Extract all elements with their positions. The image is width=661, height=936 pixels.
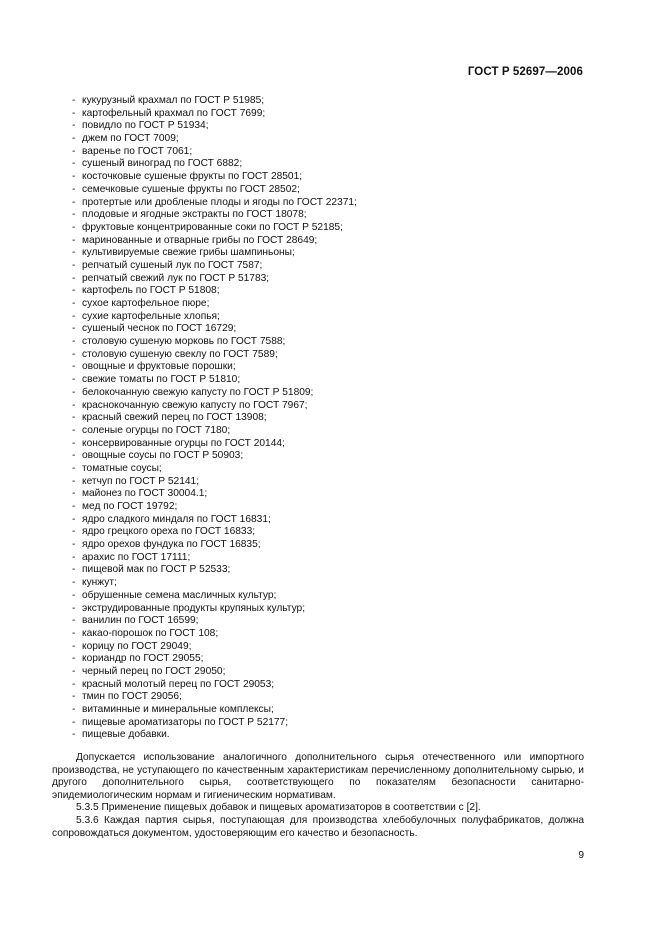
list-item-text: красный молотый перец по ГОСТ 29053;	[82, 678, 275, 690]
list-dash: -	[72, 158, 76, 170]
list-dash: -	[72, 526, 76, 538]
list-item	[72, 285, 357, 298]
list-item-text: пищевые добавки.	[82, 729, 170, 741]
list-item-text: репчатый сушеный лук по ГОСТ 7587;	[82, 259, 263, 271]
list-dash: -	[72, 615, 76, 627]
list-item-text: тмин по ГОСТ 29056;	[82, 691, 182, 703]
list-item	[72, 184, 357, 197]
list-dash: -	[72, 462, 76, 474]
list-dash: -	[72, 247, 76, 259]
list-item-text: протертые или дробленые плоды и ягоды по ГОСТ 22371;	[82, 196, 357, 208]
list-dash: -	[72, 691, 76, 703]
list-item-text: варенье по ГОСТ 7061;	[82, 145, 193, 157]
list-dash: -	[72, 716, 76, 728]
list-item	[72, 247, 357, 260]
list-item	[72, 95, 357, 108]
list-dash: -	[72, 221, 76, 233]
list-dash: -	[72, 501, 76, 512]
list-item-text: сухое картофельное пюре;	[82, 298, 210, 309]
list-item-text: культивируемые свежие грибы шампиньоны;	[82, 247, 295, 259]
list-item-text: ядро сладкого миндаля по ГОСТ 16831;	[82, 513, 271, 525]
list-item	[72, 615, 357, 628]
list-item-text: картофельный крахмал по ГОСТ 7699;	[82, 107, 266, 119]
list-dash: -	[72, 653, 76, 665]
list-item-text: сушеный чеснок по ГОСТ 16729;	[82, 323, 237, 335]
list-dash: -	[72, 450, 76, 462]
list-item	[72, 298, 357, 311]
list-item-text: арахис по ГОСТ 17111;	[82, 551, 191, 563]
list-item-text: консервированные огурцы по ГОСТ 20144;	[82, 437, 285, 449]
list-dash: -	[72, 171, 76, 183]
ingredient-list	[72, 95, 357, 742]
list-item	[72, 729, 357, 742]
list-dash: -	[72, 551, 76, 563]
list-item-text: кунжут;	[82, 577, 117, 589]
list-item-text: белокочанную свежую капусту по ГОСТ Р 51809;	[82, 386, 314, 398]
list-item-text: свежие томаты по ГОСТ Р 51810;	[82, 374, 241, 386]
list-dash: -	[72, 196, 76, 208]
list-dash: -	[72, 424, 76, 436]
list-item	[72, 158, 357, 171]
list-dash: -	[72, 183, 76, 195]
list-dash: -	[72, 678, 76, 690]
body-text	[52, 752, 584, 840]
list-dash: -	[72, 488, 76, 500]
list-item-text: экструдированные продукты крупяных культур;	[82, 602, 306, 614]
list-dash: -	[72, 209, 76, 221]
list-item-text: пищевые ароматизаторы по ГОСТ Р 52177;	[82, 716, 289, 728]
list-dash: -	[72, 145, 76, 157]
list-item-text: ядро орехов фундука по ГОСТ 16835;	[82, 539, 261, 551]
list-dash: -	[72, 602, 76, 614]
list-dash: -	[72, 298, 76, 309]
list-item-text: репчатый свежий лук по ГОСТ Р 51783;	[82, 272, 270, 284]
list-item-text: майонез по ГОСТ 30004.1;	[82, 488, 208, 500]
list-item	[72, 361, 357, 374]
list-item-text: семечковые сушеные фрукты по ГОСТ 28502;	[82, 183, 300, 195]
list-dash: -	[72, 133, 76, 145]
list-dash: -	[72, 437, 76, 449]
list-dash: -	[72, 120, 76, 132]
paragraph-5-3-5: 5.3.5 Применение пищевых добавок и пищевых ароматизаторов в соответствии с [2].	[76, 802, 481, 814]
list-item-text: джем по ГОСТ 7009;	[82, 133, 179, 145]
document-id: ГОСТ Р 52697—2006	[467, 66, 583, 78]
list-dash: -	[72, 272, 76, 284]
list-item	[72, 564, 357, 577]
list-dash: -	[72, 259, 76, 271]
list-item-text: маринованные и отварные грибы по ГОСТ 28649;	[82, 234, 318, 246]
list-item	[72, 387, 357, 400]
list-dash: -	[72, 323, 76, 335]
list-item-text: мед по ГОСТ 19792;	[82, 501, 178, 512]
list-dash: -	[72, 539, 76, 551]
list-item	[72, 438, 357, 451]
list-item	[72, 577, 357, 590]
list-item	[72, 336, 357, 349]
list-item	[72, 704, 357, 717]
list-item	[72, 653, 357, 666]
list-item	[72, 679, 357, 692]
list-dash: -	[72, 589, 76, 601]
list-dash: -	[72, 361, 76, 373]
list-dash: -	[72, 386, 76, 398]
paragraph-5-3-6: 5.3.6 Каждая партия сырья, поступающая для производства хлебобулочных полуфабрикатов, должна сопровождаться документом, удостоверяющим его качество и безопасность.	[52, 814, 584, 839]
list-item-text: сушеный виноград по ГОСТ 6882;	[82, 158, 243, 170]
list-item-text: ядро грецкого ореха по ГОСТ 16833;	[82, 526, 256, 538]
list-dash: -	[72, 234, 76, 246]
list-dash: -	[72, 665, 76, 677]
list-item	[72, 120, 357, 133]
list-item	[72, 349, 357, 362]
list-item-text: черный перец по ГОСТ 29050;	[82, 665, 226, 677]
list-item	[72, 108, 357, 121]
list-dash: -	[72, 577, 76, 589]
list-item-text: фруктовые концентрированные соки по ГОСТ Р 52185;	[82, 221, 343, 233]
list-item	[72, 425, 357, 438]
list-dash: -	[72, 640, 76, 652]
list-item-text: краснокочанную свежую капусту по ГОСТ 7967;	[82, 399, 308, 411]
list-item	[72, 374, 357, 387]
list-item-text: столовую сушеную морковь по ГОСТ 7588;	[82, 336, 286, 348]
list-item-text: овощные соусы по ГОСТ Р 50903;	[82, 450, 244, 462]
list-dash: -	[72, 285, 76, 297]
list-item	[72, 146, 357, 159]
list-item-text: повидло по ГОСТ Р 51934;	[82, 120, 209, 132]
list-item-text: косточковые сушеные фрукты по ГОСТ 28501;	[82, 171, 303, 183]
list-item-text: ванилин по ГОСТ 16599;	[82, 615, 199, 627]
list-item	[72, 603, 357, 616]
list-dash: -	[72, 107, 76, 119]
list-dash: -	[72, 704, 76, 715]
list-dash: -	[72, 627, 76, 639]
list-item-text: соленые огурцы по ГОСТ 7180;	[82, 424, 231, 436]
list-item	[72, 209, 357, 222]
list-dash: -	[72, 310, 76, 322]
list-item	[72, 691, 357, 704]
list-item-text: столовую сушеную свеклу по ГОСТ 7589;	[82, 348, 278, 360]
list-item	[72, 641, 357, 654]
list-item-text: витаминные и минеральные комплексы;	[82, 704, 274, 715]
list-item	[72, 323, 357, 336]
list-item-text: кориандр по ГОСТ 29055;	[82, 653, 204, 665]
list-dash: -	[72, 729, 76, 741]
list-item-text: красный свежий перец по ГОСТ 13908;	[82, 412, 267, 424]
list-item	[72, 526, 357, 539]
list-item-text: пищевой мак по ГОСТ Р 52533;	[82, 564, 231, 576]
list-dash: -	[72, 374, 76, 386]
list-item	[72, 514, 357, 527]
list-item	[72, 501, 357, 514]
list-dash: -	[72, 412, 76, 424]
list-item-text: обрушенные семена масличных культур;	[82, 589, 277, 601]
list-item	[72, 590, 357, 603]
list-item	[72, 717, 357, 730]
list-item	[72, 628, 357, 641]
list-item-text: плодовые и ягодные экстракты по ГОСТ 18078;	[82, 209, 307, 221]
list-item	[72, 476, 357, 489]
list-item	[72, 197, 357, 210]
document-header	[468, 66, 583, 78]
list-item-text: кукурузный крахмал по ГОСТ Р 51985;	[82, 95, 265, 106]
list-item	[72, 171, 357, 184]
list-item-text: сухие картофельные хлопья;	[82, 310, 220, 322]
list-dash: -	[72, 564, 76, 576]
list-item	[72, 666, 357, 679]
list-item-text: томатные соусы;	[82, 462, 162, 474]
list-dash: -	[72, 475, 76, 487]
list-item	[72, 400, 357, 413]
list-dash: -	[72, 348, 76, 360]
paragraph-allowance: Допускается использование аналогичного дополнительного сырья отечественного или импортного производства, не уступающего по качественным характеристикам перечисленному дополнительному сырью, и другого дополнительного сырья, соответствующего по показателям безопасности санитарно-эпидемиологическим нормам и гигиеническим нормативам.	[52, 752, 584, 801]
list-dash: -	[72, 95, 76, 106]
list-item	[72, 539, 357, 552]
page-number: 9	[578, 850, 584, 861]
list-dash: -	[72, 513, 76, 525]
list-item-text: овощные и фруктовые порошки;	[82, 361, 236, 373]
list-dash: -	[72, 336, 76, 348]
list-item	[72, 311, 357, 324]
list-item	[72, 450, 357, 463]
list-item-text: какао-порошок по ГОСТ 108;	[82, 627, 219, 639]
list-item-text: корицу по ГОСТ 29049;	[82, 640, 192, 652]
list-item	[72, 488, 357, 501]
list-item-text: картофель по ГОСТ Р 51808;	[82, 285, 220, 297]
list-item	[72, 273, 357, 286]
list-item	[72, 412, 357, 425]
list-item-text: кетчуп по ГОСТ Р 52141;	[82, 475, 200, 487]
list-item	[72, 235, 357, 248]
list-item	[72, 133, 357, 146]
list-item	[72, 552, 357, 565]
list-item	[72, 260, 357, 273]
list-dash: -	[72, 399, 76, 411]
list-item	[72, 463, 357, 476]
list-item	[72, 222, 357, 235]
